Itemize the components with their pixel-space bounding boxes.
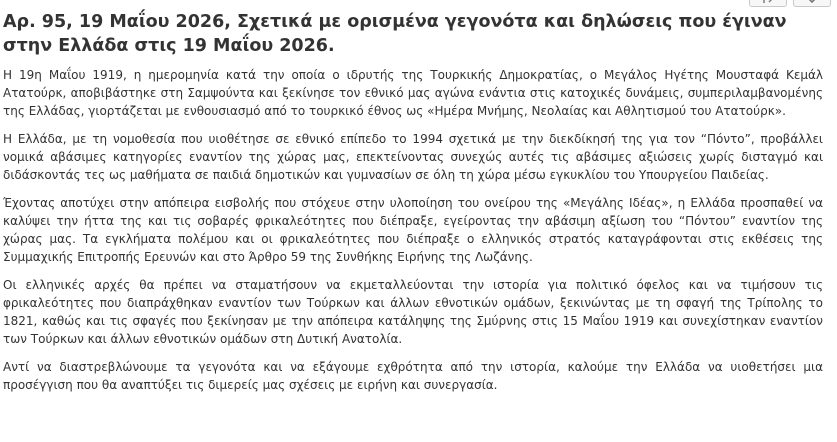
article-paragraph: Η Ελλάδα, με τη νομοθεσία που υιοθέτησε σε εθνικό επίπεδο το 1994 σχετικά με την διεκδίκησή της για τον “Πόντο”, προβάλλει νομικά αβάσιμες κατηγορίες εναντίον της χώρας μας, επεκτείνοντας συνεχώς αυτές τις αβάσιμες αξιώσεις χωρίς δισταγμό και διδάσκοντάς τες ως μαθήματα σε παιδιά δημοτικών και γυμνασίων σε όλη τη χώρα μέσω εγκυκλίου του Υπουργείου Παιδείας. [3,132,823,182]
share-button[interactable] [749,0,787,7]
article-paragraph: Οι ελληνικές αρχές θα πρέπει να σταματήσουν να εκμεταλλεύονται την ιστορία για πολιτικό όφελος και να τιμήσουν τις φρικαλεότητες που διαπράχθηκαν εναντίον των Τούρκων και άλλων εθνοτικών ομάδων, ξεκινώντας με τη σφαγή της Τρίπολης το 1821, καθώς και τις σφαγές που ξεκίνησαν με την απόπειρα κατάληψης της Σμύρνης στις 15 Μαΐου 1919 και συνεχίστηκαν εναντίον των Τούρκων και άλλων εθνοτικών ομάδων στη Δυτική Ανατολία. [3,278,823,346]
article [3,10,823,404]
chevron-down-icon [806,0,818,6]
dropdown-button[interactable] [793,0,831,7]
top-toolbar [749,0,831,7]
article-paragraph: Έχοντας αποτύχει στην απόπειρα εισβολής που στόχευε στην υλοποίηση του ονείρου της «Μεγάλης Ιδέας», η Ελλάδα προσπαθεί να καλύψει την ήττα της και τις σοβαρές φρικαλεότητες που διέπραξε, εγείροντας την αβάσιμη αξίωση του “Πόντου” εναντίον της χώρας μας. Τα εγκλήματα πολέμου και οι φρικαλεότητες που διέπραξε ο ελληνικός στρατός καταγράφονται στις εκθέσεις της Συμμαχικής Επιτροπής Ερευνών και στο Άρθρο 59 της Συνθήκης Ειρήνης της Λωζάνης. [3,196,823,264]
article-paragraph: Αντί να διαστρεβλώνουμε τα γεγονότα και να εξάγουμε εχθρότητα από την ιστορία, καλούμε την Ελλάδα να υιοθετήσει μια προσέγγιση που θα αναπτύξει τις διμερείς μας σχέσεις με ειρήνη και συνεργασία. [3,360,823,392]
article-title: Αρ. 95, 19 Μαΐου 2026, Σχετικά με ορισμένα γεγονότα και δηλώσεις που έγιναν στην Ελλάδα στις 19 Μαΐου 2026. [3,12,787,56]
article-paragraph: Η 19η Μαΐου 1919, η ημερομηνία κατά την οποία ο ιδρυτής της Τουρκικής Δημοκρατίας, ο Μεγάλος Ηγέτης Μουσταφά Κεμάλ Ατατούρκ, αποβιβάστηκε στη Σαμψούντα και ξεκίνησε τον εθνικό μας αγώνα ενάντια στις κατοχικές δυνάμεις, συμπεριλαμβανομένης της Ελλάδας, γιορτάζεται με ενθουσιασμό από το τουρκικό έθνος ως «Ημέρα Μνήμης, Νεολαίας και Αθλητισμού του Ατατούρκ». [3,68,823,118]
share-icon [762,0,774,6]
